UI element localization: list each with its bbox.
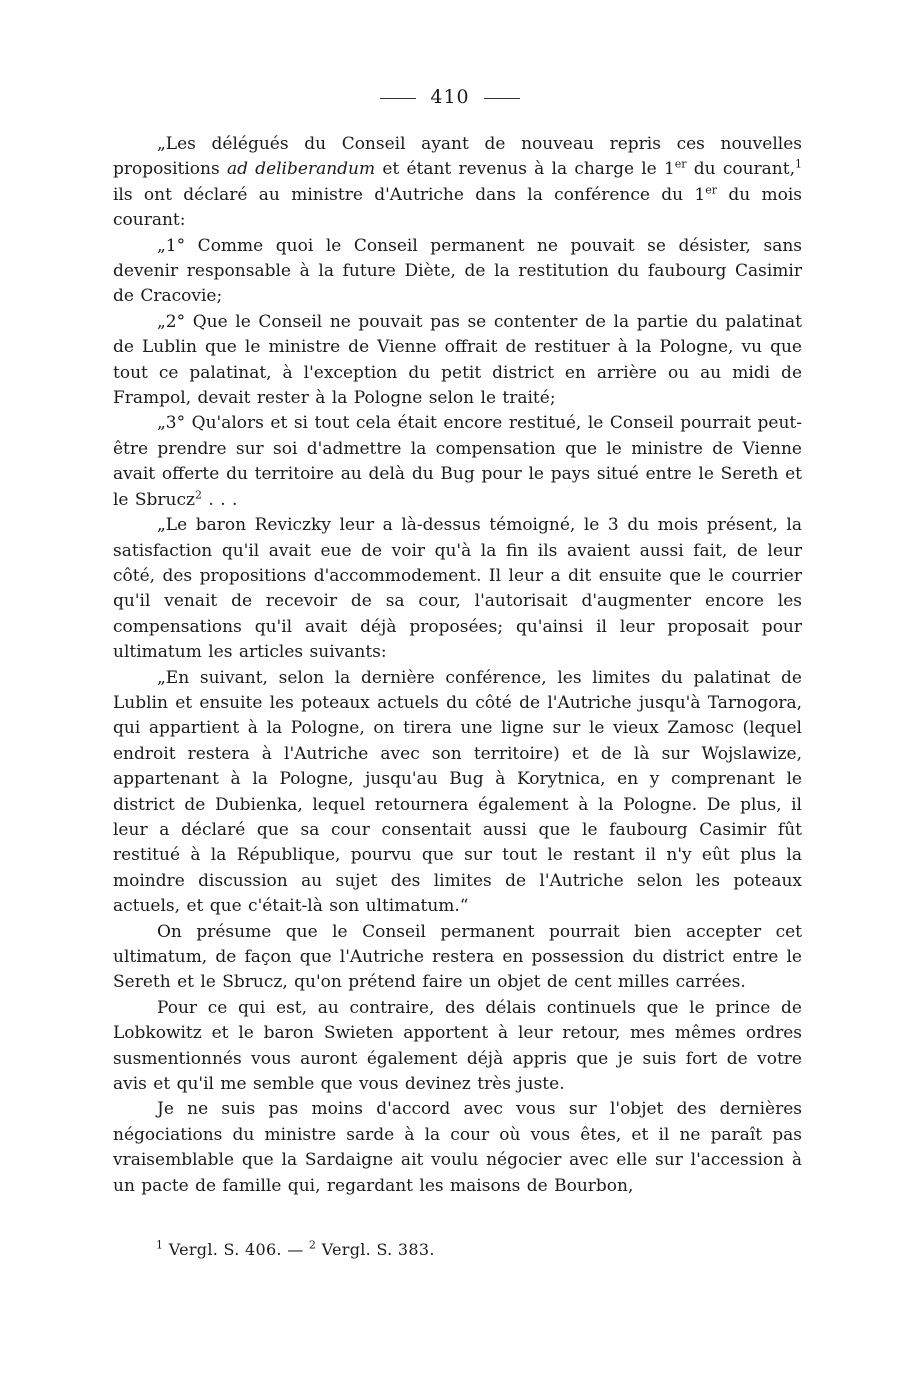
header-rule-right [484, 98, 520, 99]
paragraph-1: „Les délégués du Conseil ayant de nouveau repris ces nouvelles propositions ad deliberandum et étant revenus à la charge le 1er du courant,$^1$ ils ont déclaré au ministre d'Autriche dans la conférence du 1er du mois courant: [113, 134, 802, 231]
body-text [113, 132, 802, 1199]
footnote-ref-1: 1 [795, 157, 802, 171]
footnote-number-1: 1 [156, 1238, 164, 1252]
paragraph-9: Je ne suis pas moins d'accord avec vous sur l'objet des dernières négociations du ministre sarde à la cour où vous êtes, et il ne paraît pas vraisemblable que la Sardaigne ait voulu négocier avec elle sur l'accession à un pacte de famille qui, regardant les maisons de Bourbon, [113, 1099, 802, 1196]
footnote-number-2: 2 [308, 1238, 317, 1252]
page-header [0, 86, 900, 108]
paragraph-8: Pour ce qui est, au contraire, des délais continuels que le prince de Lobkowitz et le baron Swieten apportent à leur retour, mes mêmes ordres susmentionnés vous auront également déjà appris que je suis fort de votre avis et qu'il me semble que vous devinez très juste. [113, 997, 802, 1095]
footnote-text-1: Vergl. S. 406. — [163, 1240, 309, 1259]
paragraph-5: „Le baron Reviczky leur a là-dessus témoigné, le 3 du mois présent, la satisfaction qu'il avait eue de voir qu'à la fin ils avaient aussi fait, de leur côté, des propositions d'accommodement. Il leur a dit ensuite que le courrier qu'il venait de recevoir de sa cour, l'autorisait d'augmenter encore les compensations qu'il avait déjà proposées; qu'ainsi il leur proposait pour ultimatum les articles suivants: [113, 515, 802, 663]
footnotes [156, 1240, 756, 1259]
paragraph-2: „1° Comme quoi le Conseil permanent ne pouvait se désister, sans devenir responsable à la future Diète, de la restitution du faubourg Casimir de Cracovie; [113, 235, 802, 307]
paragraph-3: „2° Que le Conseil ne pouvait pas se contenter de la partie du palatinat de Lublin que le ministre de Vienne offrait de restituer à la Pologne, vu que tout ce palatinat, à l'exception du petit district en arrière ou au midi de Frampol, devait rester à la Pologne selon le traité; [113, 311, 802, 409]
paragraph-7: On présume que le Conseil permanent pourrait bien accepter cet ultimatum, de façon que l'Autriche restera en possession du district entre le Sereth et le Sbrucz, qu'on prétend faire un objet de cent milles carrées. [113, 921, 802, 993]
footnote-ref-2: 2 [194, 488, 202, 502]
paragraph-6: „En suivant, selon la dernière conférence, les limites du palatinat de Lublin et ensuite les poteaux actuels du côté de l'Autriche jusqu'à Tarnogora, qui appartient à la Pologne, on tirera une ligne sur le vieux Zamosc (lequel endroit restera à l'Autriche avec son territoire) et de là sur Wojslawize, appartenant à la Pologne, jusqu'au Bug à Korytnica, en y comprenant le district de Dubienka, lequel retournera également à la Pologne. De plus, il leur a déclaré que sa cour consentait aussi que le faubourg Casimir fût restitué à la République, pourvu que sur tout le restant il n'y eût plus la moindre discussion au sujet des limites de l'Autriche selon les poteaux actuels, et que c'était-là son ultimatum.“ [113, 667, 802, 917]
header-rule-left [380, 98, 416, 99]
paragraph-4: „3° Qu'alors et si tout cela était encore restitué, le Conseil pourrait peut-être prendre sur soi d'admettre la compensation que le ministre de Vienne avait offerte du territoire au delà du Bug pour le pays situé entre le Sereth et le Sbrucz$^2$ . . . [113, 413, 802, 510]
footnote-text-2: Vergl. S. 383. [316, 1240, 435, 1259]
page-number: 410 [430, 86, 470, 108]
